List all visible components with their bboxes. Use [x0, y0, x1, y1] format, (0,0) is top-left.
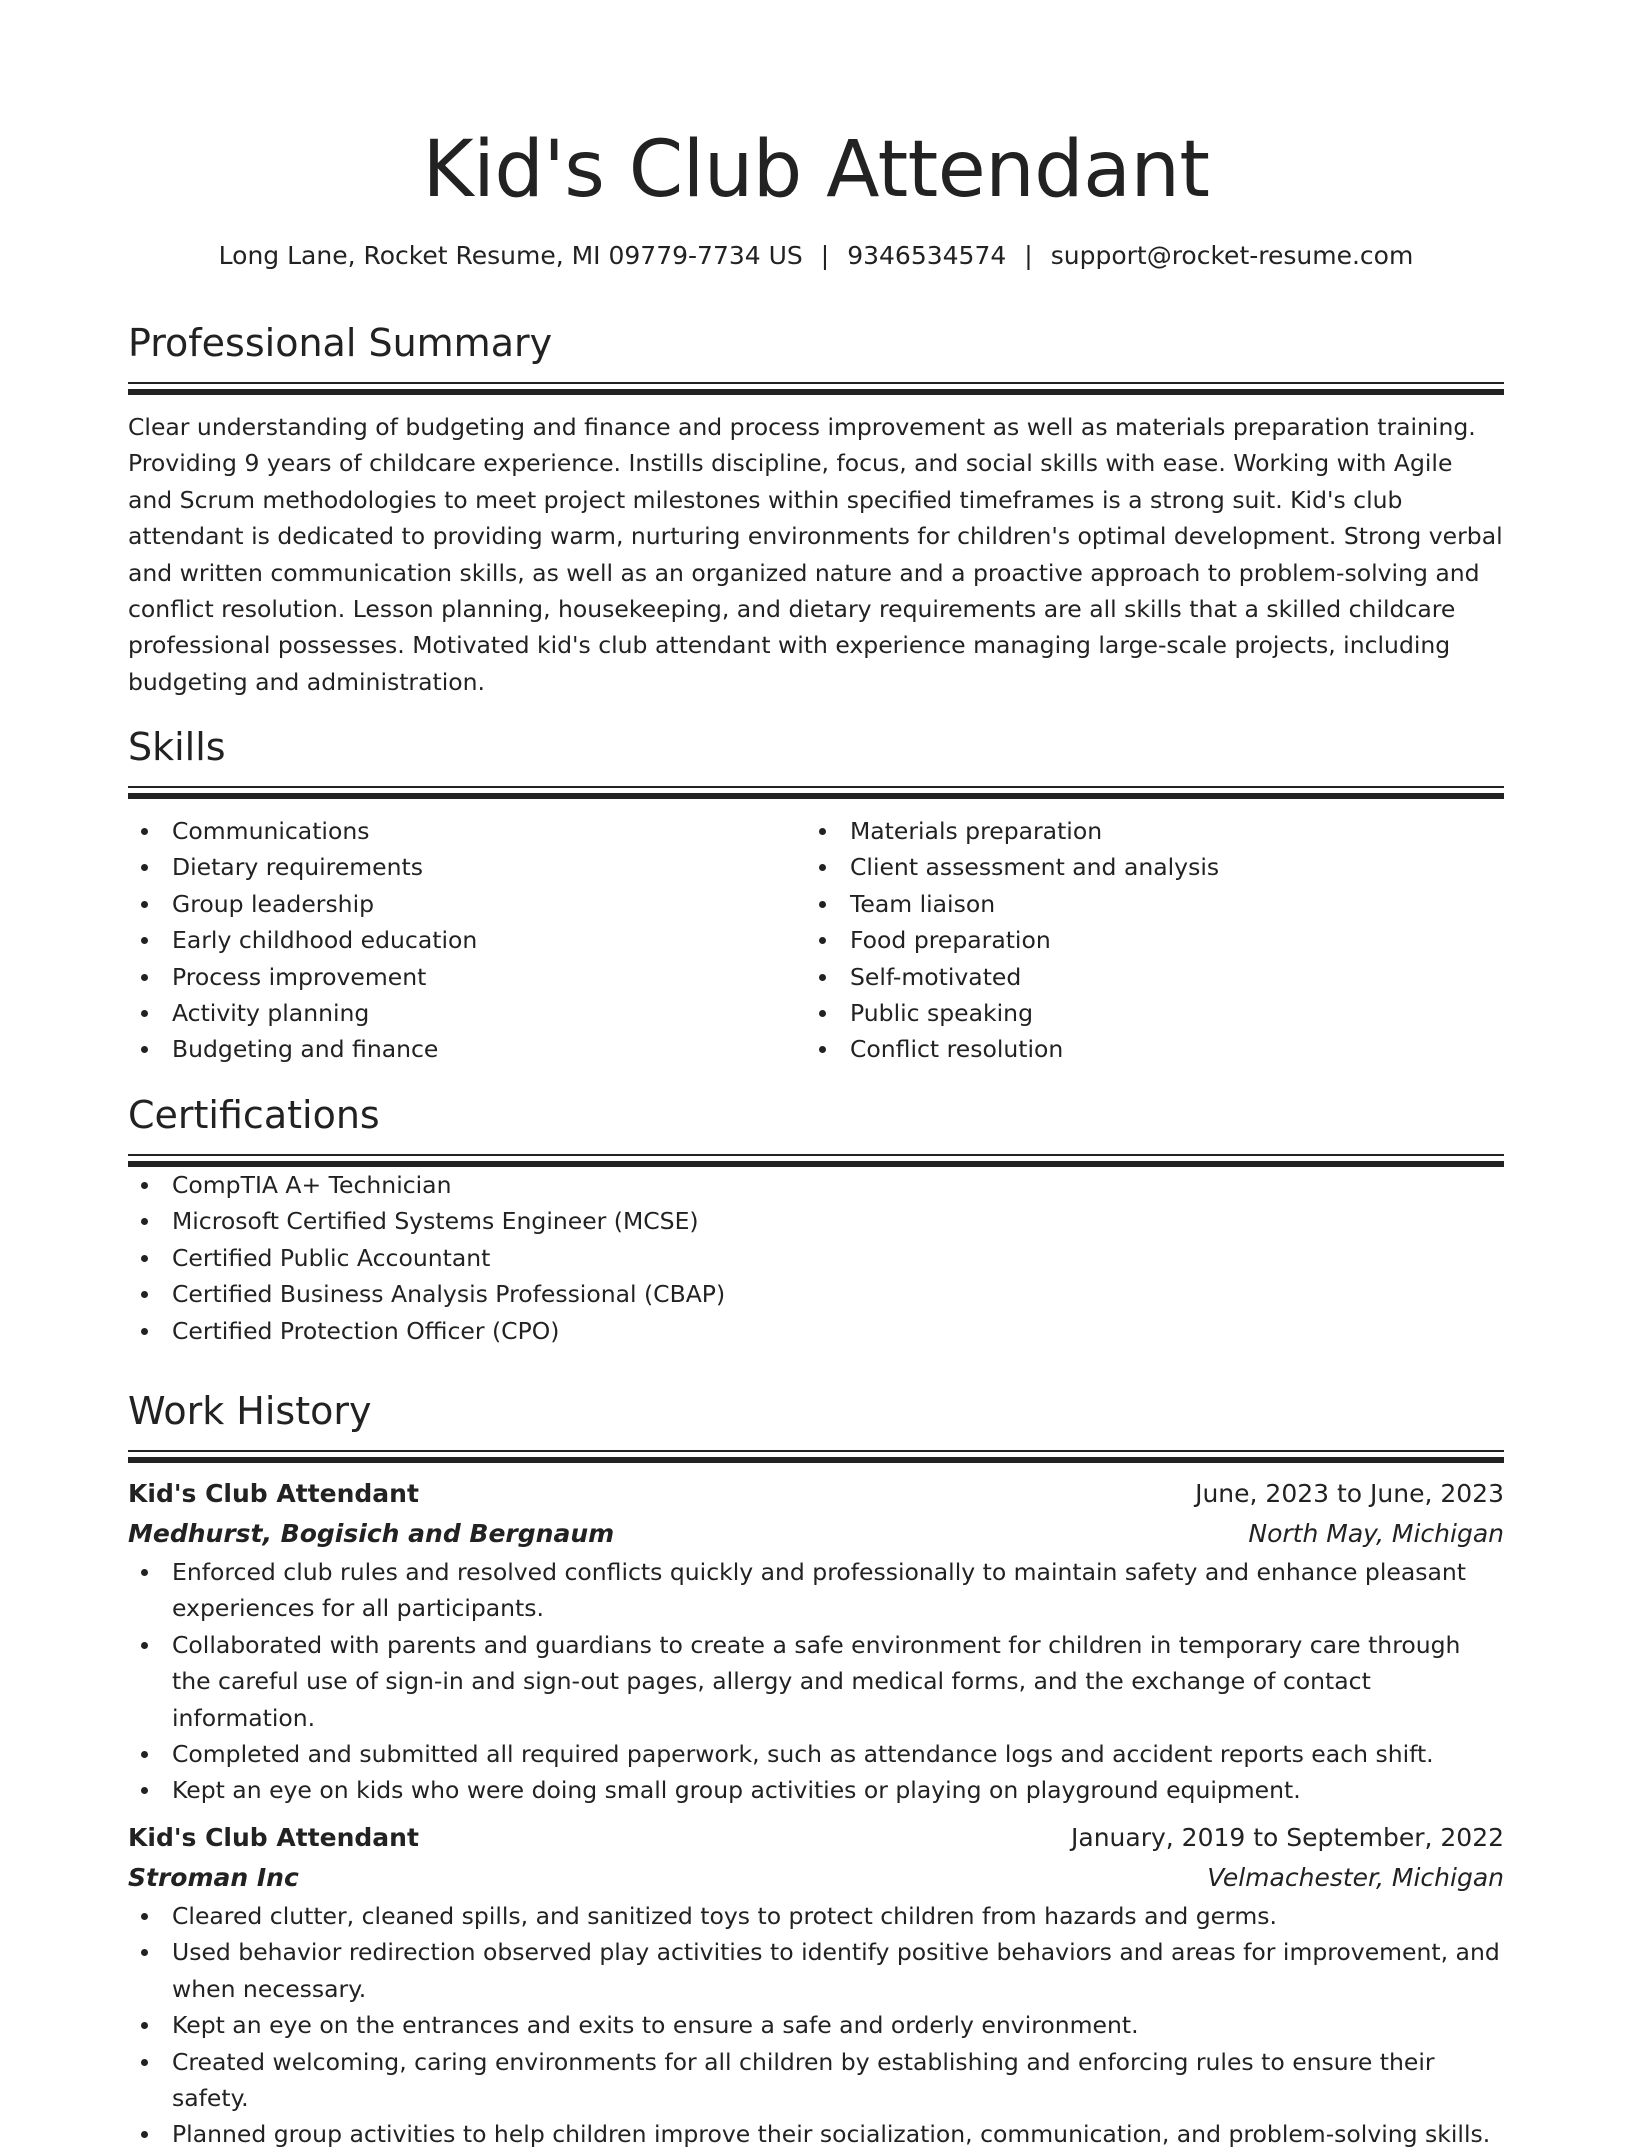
job-dates: January, 2019 to September, 2022: [1071, 1823, 1504, 1852]
section-divider: [128, 786, 1504, 799]
contact-phone: 9346534574: [847, 241, 1007, 270]
certification-item: CompTIA A+ Technician: [128, 1167, 1504, 1203]
section-title: Certifications: [128, 1093, 380, 1137]
skill-item: Dietary requirements: [128, 849, 806, 885]
skills-columns: [128, 813, 1504, 1068]
job-bullet: Planned group activities to help children improve their socialization, communication, and problem-solving skills.: [128, 2116, 1504, 2152]
job-bullet: Completed and submitted all required paperwork, such as attendance logs and accident reports each shift.: [128, 1736, 1504, 1772]
section-divider: [128, 1154, 1504, 1167]
skill-item: Process improvement: [128, 959, 806, 995]
certifications-section: [128, 1090, 1504, 1349]
skill-item: Conflict resolution: [806, 1031, 1484, 1067]
certification-item: Certified Public Accountant: [128, 1240, 1504, 1276]
job-bullet: Kept an eye on the entrances and exits to ensure a safe and orderly environment.: [128, 2007, 1504, 2043]
job-bullet: Enforced club rules and resolved conflicts quickly and professionally to maintain safety and enhance pleasant experiences for all participants.: [128, 1554, 1504, 1627]
job-title: Kid's Club Attendant: [128, 1823, 419, 1852]
contact-line: [128, 238, 1504, 274]
skill-item: Budgeting and finance: [128, 1031, 806, 1067]
job-bullet: Created welcoming, caring environments for all children by establishing and enforcing rules to ensure their safety.: [128, 2044, 1504, 2117]
contact-email: support@rocket-resume.com: [1050, 241, 1414, 270]
resume-name: Kid's Club Attendant: [422, 125, 1210, 215]
job-header: [128, 1818, 1504, 1858]
skill-item: Client assessment and analysis: [806, 849, 1484, 885]
job-entry: [128, 1818, 1504, 2153]
skill-item: Self-motivated: [806, 959, 1484, 995]
contact-address: Long Lane, Rocket Resume, MI 09779-7734 US: [218, 241, 803, 270]
section-title: Skills: [128, 725, 226, 769]
job-company: Medhurst, Bogisich and Bergnaum: [128, 1519, 615, 1548]
job-bullet-list: [128, 1554, 1504, 1809]
job-location: North May, Michigan: [1248, 1519, 1504, 1548]
skills-section: [128, 722, 1504, 1068]
summary-section: [128, 318, 1504, 700]
skills-list-right: [806, 813, 1484, 1068]
contact-separator: |: [1024, 241, 1033, 270]
skill-item: Food preparation: [806, 922, 1484, 958]
certifications-list: [128, 1167, 1504, 1349]
skill-item: Activity planning: [128, 995, 806, 1031]
skill-item: Materials preparation: [806, 813, 1484, 849]
skill-item: Group leadership: [128, 886, 806, 922]
skill-item: Early childhood education: [128, 922, 806, 958]
section-title: Work History: [128, 1389, 372, 1433]
certification-item: Certified Protection Officer (CPO): [128, 1313, 1504, 1349]
section-divider: [128, 1450, 1504, 1463]
certification-item: Certified Business Analysis Professional (CBAP): [128, 1276, 1504, 1312]
job-bullet: Used behavior redirection observed play activities to identify positive behaviors and areas for improvement, and when necessary.: [128, 1934, 1504, 2007]
section-title: Professional Summary: [128, 321, 553, 365]
skill-item: Communications: [128, 813, 806, 849]
job-bullet-list: [128, 1898, 1504, 2153]
job-company: Stroman Inc: [128, 1863, 299, 1892]
job-bullet: Collaborated with parents and guardians to create a safe environment for children in temporary care through the careful use of sign-in and sign-out pages, allergy and medical forms, and the exchange of contact information.: [128, 1627, 1504, 1736]
job-bullet: Cleared clutter, cleaned spills, and sanitized toys to protect children from hazards and germs.: [128, 1898, 1504, 1934]
job-location: Velmachester, Michigan: [1207, 1863, 1504, 1892]
contact-separator: |: [820, 241, 830, 270]
job-subheader: [128, 1514, 1504, 1554]
job-title: Kid's Club Attendant: [128, 1479, 419, 1508]
job-bullet: Kept an eye on kids who were doing small group activities or playing on playground equipment.: [128, 1772, 1504, 1808]
section-divider: [128, 382, 1504, 395]
job-subheader: [128, 1858, 1504, 1898]
skills-list-left: [128, 813, 806, 1068]
certification-item: Microsoft Certified Systems Engineer (MCSE): [128, 1203, 1504, 1239]
job-entry: [128, 1474, 1504, 1809]
skill-item: Public speaking: [806, 995, 1484, 1031]
work-history-section: [128, 1386, 1504, 1463]
job-dates: June, 2023 to June, 2023: [1195, 1479, 1504, 1508]
job-header: [128, 1474, 1504, 1514]
skill-item: Team liaison: [806, 886, 1484, 922]
summary-text: Clear understanding of budgeting and finance and process improvement as well as materials preparation training. Providing 9 years of childcare experience. Instills discipline, focus, and social skills with ease. Working with Agile and Scrum methodologies to meet project milestones within specified timeframes is a strong suit. Kid's club attendant is dedicated to providing warm, nurturing environments for children's optimal development. Strong verbal and written communication skills, as well as an organized nature and a proactive approach to problem-solving and conflict resolution. Lesson planning, housekeeping, and dietary requirements are all skills that a skilled childcare professional possesses. Motivated kid's club attendant with experience managing large-scale projects, including budgeting and administration.: [128, 413, 1503, 696]
